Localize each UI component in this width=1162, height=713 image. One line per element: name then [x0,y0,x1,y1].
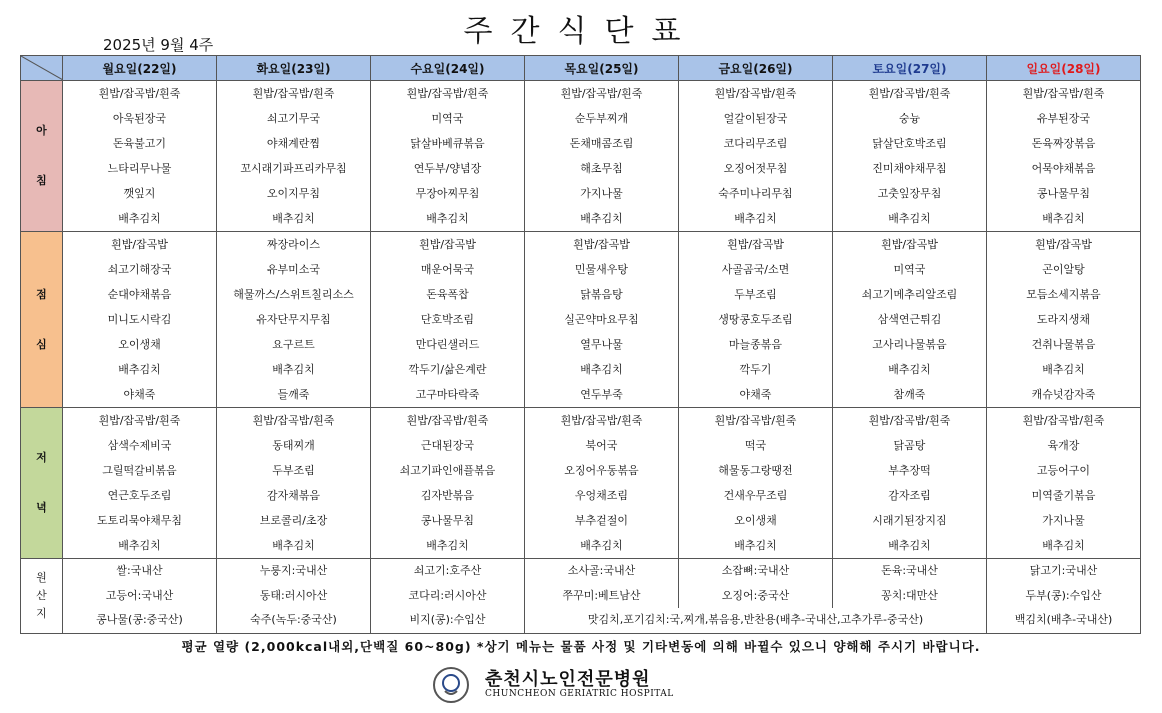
menu-item: 실곤약마요무침 [564,313,639,326]
menu-item: 쇠고기메추리알조림 [861,288,958,301]
hospital-emblem-icon [433,667,469,703]
menu-item: 흰밥/잡곡밥/흰죽 [406,414,489,427]
menu-item: 곤이알탕 [1042,263,1085,276]
menu-item: 깻잎지 [123,187,156,200]
menu-item: 요구르트 [272,338,315,351]
meal-label-bottom: 심 [36,337,47,351]
menu-item: 배추김치 [426,539,469,552]
origin-row [21,559,1141,634]
menu-item: 두부조림 [272,464,315,477]
menu-cell-lunch-mon [63,232,217,408]
menu-item: 민물새우탕 [574,263,629,276]
origin-label-3: 지 [36,606,47,620]
menu-table [20,55,1141,634]
menu-item: 배추김치 [1042,539,1085,552]
origin-item: 두부(콩):수입산 [1025,588,1102,602]
menu-cell-lunch-fri [679,232,833,408]
meal-label-dinner [21,408,63,559]
menu-item: 흰밥/잡곡밥/흰죽 [560,87,643,100]
menu-item: 고구마타락죽 [415,388,480,401]
menu-item: 흰밥/잡곡밥/흰죽 [868,414,951,427]
meal-label-bottom: 침 [36,174,47,187]
origin-item: 쭈꾸미:베트남산 [562,588,641,602]
menu-cell-breakfast-thu [525,81,679,232]
menu-item: 부추장떡 [888,464,931,477]
menu-item: 만다린샐러드 [415,338,480,351]
menu-item: 야채계란찜 [266,137,321,150]
menu-item: 배추김치 [580,212,623,225]
meal-row-dinner [21,408,1141,559]
menu-item: 배추김치 [580,539,623,552]
menu-item: 쇠고기해장국 [107,263,172,276]
menu-item: 흰밥/잡곡밥/흰죽 [98,414,181,427]
origin-item: 꽁치:대만산 [881,588,938,602]
menu-item: 시래기된장지짐 [872,514,947,527]
menu-item: 진미채야채무침 [872,162,947,175]
menu-item: 오이지무침 [266,187,321,200]
menu-cell-dinner-tue [217,408,371,559]
menu-item: 김자반볶음 [420,489,475,502]
menu-item: 연두부/양념장 [413,162,482,175]
meal-label-top: 저 [36,451,47,464]
menu-item: 해물까스/스위트칠리소스 [233,288,354,301]
hospital-logo [433,665,733,705]
menu-cell-lunch-tue [217,232,371,408]
menu-cell-dinner-wed [371,408,525,559]
menu-item: 돈육짜장볶음 [1031,137,1096,150]
menu-cell-dinner-sun [987,408,1141,559]
menu-item: 단호박조림 [420,313,475,326]
origin-item: 백김치(배추-국내산) [1014,613,1113,626]
menu-cell-breakfast-sun [987,81,1141,232]
menu-item: 오이생채 [118,338,161,351]
origin-col-fri [678,559,832,608]
menu-item: 오이생채 [734,514,777,527]
menu-item: 건새우무조림 [723,489,788,502]
menu-cell-dinner-sat [833,408,987,559]
menu-item: 돈채매콤조림 [569,137,634,150]
week-label: 2025년 9월 4주 [103,36,214,54]
menu-item: 미역국 [893,263,926,276]
menu-cell-breakfast-fri [679,81,833,232]
menu-item: 가지나물 [580,187,623,200]
origin-label-1: 원 [36,570,47,584]
menu-item: 도라지생채 [1036,313,1091,326]
menu-item: 배추김치 [580,363,623,376]
menu-item: 근대된장국 [420,439,475,452]
menu-item: 숙주미나리무침 [718,187,793,200]
menu-item: 삼색연근튀김 [877,313,942,326]
menu-cell-lunch-thu [525,232,679,408]
meal-label-top: 점 [36,287,47,301]
origin-item: 콩나물(콩:중국산) [96,613,183,626]
menu-item: 고등어구이 [1036,464,1091,477]
menu-item: 배추김치 [888,363,931,376]
menu-item: 야채죽 [739,388,772,401]
menu-item: 들깨죽 [277,388,310,401]
menu-cell-dinner-mon [63,408,217,559]
menu-item: 모듬소세지볶음 [1026,288,1101,301]
origin-item: 동태:러시아산 [259,588,328,602]
menu-item: 느타리무나물 [107,162,172,175]
menu-item: 배추김치 [1042,363,1085,376]
menu-item: 연두부죽 [580,388,623,401]
menu-item: 유자단무지무침 [256,313,331,326]
origin-item: 닭고기:국내산 [1029,564,1098,577]
menu-item: 흰밥/잡곡밥 [419,238,476,251]
menu-item: 꼬시래기파프리카무침 [240,162,347,175]
menu-item: 돈육폭찹 [426,288,469,301]
menu-item: 야채죽 [123,388,156,401]
origin-item: 오징어:중국산 [721,588,790,602]
menu-item: 도토리묵야채무침 [96,514,182,527]
menu-item: 육개장 [1047,439,1080,452]
hospital-name: 춘천시노인전문병원 [485,669,651,690]
menu-item: 연근호두조림 [107,489,172,502]
origin-item: 숙주(녹두:중국산) [250,613,337,626]
menu-item: 흰밥/잡곡밥 [881,238,938,251]
meal-label-breakfast [21,81,63,232]
menu-item: 흰밥/잡곡밥/흰죽 [714,414,797,427]
origin-col-sat [832,559,986,608]
menu-item: 배추김치 [272,212,315,225]
menu-item: 북어국 [585,439,618,452]
origin-item: 고등어:국내산 [105,588,174,602]
meal-label-top: 아 [36,124,47,137]
menu-item: 배추김치 [888,539,931,552]
menu-item: 숭늉 [898,112,921,125]
meal-row-lunch [21,232,1141,408]
menu-cell-dinner-thu [525,408,679,559]
day-header-fri: 금요일(26일) [679,56,833,81]
menu-item: 돈육불고기 [112,137,167,150]
menu-item: 배추김치 [734,212,777,225]
menu-item: 고사리나물볶음 [872,338,947,351]
menu-item: 미역줄기볶음 [1031,489,1096,502]
menu-item: 생땅콩호두조림 [718,313,793,326]
menu-item: 고춧잎장무침 [877,187,942,200]
menu-item: 부추겉절이 [574,514,629,527]
page-title: 주간식단표 [463,14,699,49]
menu-item: 사골곰국/소면 [721,263,790,276]
origin-item: 소잡뼈:국내산 [721,564,790,577]
origin-item: 쌀:국내산 [116,564,163,577]
menu-item: 유부된장국 [1036,112,1091,125]
menu-item: 오징어우동볶음 [564,464,639,477]
menu-cell-lunch-wed [371,232,525,408]
menu-item: 배추김치 [888,212,931,225]
menu-item: 우엉채조림 [574,489,629,502]
menu-item: 흰밥/잡곡밥/흰죽 [406,87,489,100]
menu-item: 흰밥/잡곡밥/흰죽 [1022,414,1105,427]
menu-item: 마늘종볶음 [728,338,783,351]
menu-cell-breakfast-mon [63,81,217,232]
day-header-wed: 수요일(24일) [371,56,525,81]
menu-item: 흰밥/잡곡밥/흰죽 [560,414,643,427]
menu-item: 얼갈이된장국 [723,112,788,125]
meal-label-lunch [21,232,63,408]
origin-item: 비지(콩):수입산 [409,613,486,626]
day-header-tue: 화요일(23일) [217,56,371,81]
menu-item: 건취나물볶음 [1031,338,1096,351]
origin-item: 누룽지:국내산 [259,564,328,577]
origin-item: 코다리:러시아산 [408,588,487,602]
menu-item: 순두부찌개 [574,112,629,125]
menu-item: 깍두기/삶은계란 [408,363,487,376]
menu-item: 닭살단호박조림 [872,137,947,150]
menu-item: 코다리무조림 [723,137,788,150]
menu-item: 흰밥/잡곡밥 [727,238,784,251]
menu-item: 닭곰탕 [893,439,926,452]
menu-item: 쇠고기무국 [266,112,321,125]
menu-item: 흰밥/잡곡밥/흰죽 [252,87,335,100]
origin-label-2: 산 [36,588,47,602]
menu-cell-breakfast-sat [833,81,987,232]
meal-label-bottom: 녁 [36,501,47,514]
origin-cell-tue [217,559,371,634]
menu-item: 흰밥/잡곡밥 [573,238,630,251]
menu-cell-lunch-sat [833,232,987,408]
menu-item: 그릴떡갈비볶음 [102,464,177,477]
menu-item: 유부미소국 [266,263,321,276]
origin-item: 소사골:국내산 [567,564,636,577]
day-header-mon: 월요일(22일) [63,56,217,81]
menu-item: 배추김치 [272,539,315,552]
menu-item: 배추김치 [118,212,161,225]
menu-item: 감자채볶음 [266,489,321,502]
menu-item: 미니도시락김 [107,313,172,326]
menu-cell-breakfast-wed [371,81,525,232]
menu-item: 감자조림 [888,489,931,502]
menu-item: 닭살바베큐볶음 [410,137,485,150]
menu-item: 배추김치 [734,539,777,552]
menu-item: 삼색수제비국 [107,439,172,452]
menu-item: 떡국 [744,439,767,452]
menu-item: 캐슈넛감자죽 [1031,388,1096,401]
day-header-sat: 토요일(27일) [833,56,987,81]
menu-item: 참깨죽 [893,388,926,401]
menu-item: 배추김치 [118,539,161,552]
origin-cell-wed [371,559,525,634]
menu-item: 깍두기 [739,363,772,376]
menu-item: 미역국 [431,112,464,125]
menu-item: 흰밥/잡곡밥/흰죽 [714,87,797,100]
menu-item: 흰밥/잡곡밥/흰죽 [252,414,335,427]
menu-item: 콩나물무침 [420,514,475,527]
menu-item: 가지나물 [1042,514,1085,527]
menu-item: 배추김치 [272,363,315,376]
menu-item: 어묵야채볶음 [1031,162,1096,175]
day-header-sun: 일요일(28일) [987,56,1141,81]
menu-item: 배추김치 [1042,212,1085,225]
origin-cell-thu-sat [525,559,987,634]
menu-item: 두부조림 [734,288,777,301]
menu-item: 브로콜리/초장 [259,514,328,527]
menu-item: 무장아찌무침 [415,187,480,200]
menu-item: 흰밥/잡곡밥/흰죽 [1022,87,1105,100]
origin-col-thu [525,559,678,608]
menu-item: 흰밥/잡곡밥/흰죽 [868,87,951,100]
menu-item: 아욱된장국 [112,112,167,125]
menu-cell-dinner-fri [679,408,833,559]
menu-item: 해물동그랑땡전 [718,464,793,477]
menu-item: 매운어묵국 [420,263,475,276]
origin-item-kimchi: 맛김치,포기김치:국,찌개,볶음용,반찬용(배추-국내산,고추가루-중국산) [587,613,924,626]
origin-item: 쇠고기:호주산 [413,564,482,577]
menu-item: 동태찌개 [272,439,315,452]
menu-item: 해초무침 [580,162,623,175]
menu-item: 배추김치 [118,363,161,376]
menu-item: 흰밥/잡곡밥/흰죽 [98,87,181,100]
footnote: 평균 열량 (2,000kcal내외,단백질 60~80g) *상기 메뉴는 물품 사정 및 기타변동에 의해 바뀔수 있으니 양해해 주시기 바랍니다. [181,639,981,654]
origin-label [21,559,63,634]
menu-item: 닭볶음탕 [580,288,623,301]
origin-cell-mon [63,559,217,634]
menu-item: 열무나물 [580,338,623,351]
menu-item: 오징어젓무침 [723,162,788,175]
header-row [21,56,1141,81]
origin-item: 돈육:국내산 [881,564,938,577]
menu-item: 짜장라이스 [266,238,321,251]
day-header-thu: 목요일(25일) [525,56,679,81]
menu-cell-breakfast-tue [217,81,371,232]
diagonal-line [21,56,63,80]
corner-cell [21,56,63,81]
menu-item: 순대야채볶음 [107,288,172,301]
menu-item: 배추김치 [426,212,469,225]
origin-cell-sun [987,559,1141,634]
menu-item: 흰밥/잡곡밥 [111,238,168,251]
menu-item: 쇠고기파인애플볶음 [399,464,496,477]
hospital-name-en: CHUNCHEON GERIATRIC HOSPITAL [485,689,674,699]
menu-item: 흰밥/잡곡밥 [1035,238,1092,251]
menu-cell-lunch-sun [987,232,1141,408]
menu-item: 콩나물무침 [1036,187,1091,200]
meal-row-breakfast [21,81,1141,232]
